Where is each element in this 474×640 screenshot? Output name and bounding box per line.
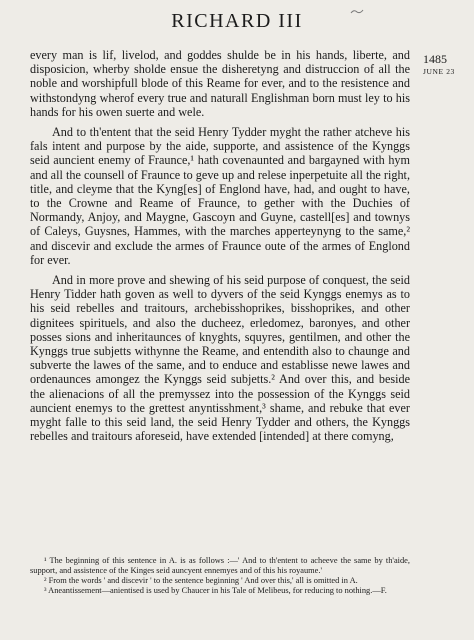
text-line: And in more prove and shewing of his seid purpose of [52,273,323,288]
text-line: traitours aforeseid, have extended [intended] at there comyng, [91,429,394,444]
text-line: sions and inheritaunces of knyghts, squyres, gentilmen, and [65,329,367,344]
text-line: and assistence of the Kynggs seid auncient enemy of Fraunce,¹ [30,139,410,168]
text-line: entendith also to chaunge and subverte the lawes of the same, [30,344,410,373]
text-line: every true and naturall Englishman born must ley to his hands [30,90,411,119]
paragraph [30,273,410,443]
text-line: liberte, and disposicion, wherby sholde ensue the disheretyng [30,48,410,77]
text-line: amongez the Kynggs seid subjetts.² And over this, and beside [95,372,410,387]
body-text [30,48,410,443]
footnote: ² From the words ' and discevir ' to the sentence beginning ' And over this,' all is omitted in A. [44,576,358,586]
text-line: seid Henry Tydder and others, the Kynggs rebelles and [30,415,410,444]
text-line: rather atcheve his fals intent and purpose by the aide, supporte, [30,125,410,154]
text-line: and distruccion of all the noble and worshipfull blode of this [30,62,410,91]
text-line: ought to have, to the Crowne and Reame of Fraunce, to gether [30,181,410,211]
paragraph [30,125,410,267]
text-line: of Fraunce to geve up and relese inperpetuite all the right, [127,167,410,182]
text-line: archebisshoprikes, bisshoprikes, and other dignitees spirituels, [30,301,410,330]
text-line: for ever. [30,252,71,267]
text-line: and to enduce and establisse newe lawes and ordenaunces [30,358,410,387]
text-line: for his owen suerte and wele. [61,104,205,119]
footnote: ³ Aneantissement—anientised is used by Chaucer in his Tale of Melibeus, for reducing to nothing.—F. [44,586,387,596]
text-line: title, and cleyme that the Kyng[es] of Englond have, had, and [30,181,340,196]
text-line: and also the ducheez, erledomez, baronyes, and other posses [30,315,411,344]
paragraph [30,48,410,119]
text-line: Kynggs seid auncient enemys to the grettest anyntisshment,³ [30,386,411,415]
text-line: of the seid Kynggs enemys as to his seid rebelles and traitours, [30,287,410,316]
text-line: with the marches apperteynyng to the same,² and discevir and [30,224,411,253]
margin-date: JUNE 23 [423,67,455,76]
footnote: ¹ The beginning of this sentence in A. is as follows :—' And to th'entent to acheeve the same by th'aide, support, and assistence of the Kinges seid auncyent ennemyes and of this his royaume.' [30,556,410,576]
text-line: and Guyne, castell[es] and townys of Caleys, Guysnes, Hammes, [30,210,411,239]
text-line: And to th'entent that the seid Henry Tydder myght the [52,125,323,140]
footnotes [30,556,410,596]
text-line: exclude the armes of Fraunce oute of the armes of Englond [114,238,410,253]
text-line: shame, and rebuke that ever myght falle to this seid land, the [30,400,410,430]
margin-year: 1485 [423,52,447,66]
text-line: with the Duchies of Normandy, Anjoy, and Maygne, Gascoyn [30,196,410,225]
text-line: other the Kynggs true subjetts withynne the Reame, and [30,329,411,359]
text-line: the alienacions of all the premyssez into the possession of the [30,386,349,401]
running-head: RICHARD III [171,10,303,32]
text-line: hath covenaunted and bargayned with hym and all the counsell [30,153,410,182]
text-line: Reame for ever, and to the resistence and withstondyng wherof [30,76,410,105]
text-line: conquest, the seid Henry Tidder hath goven as well to dyvers [30,273,410,302]
text-line: every man is lif, livelod, and goddes shulde be in his hands, [30,48,353,62]
